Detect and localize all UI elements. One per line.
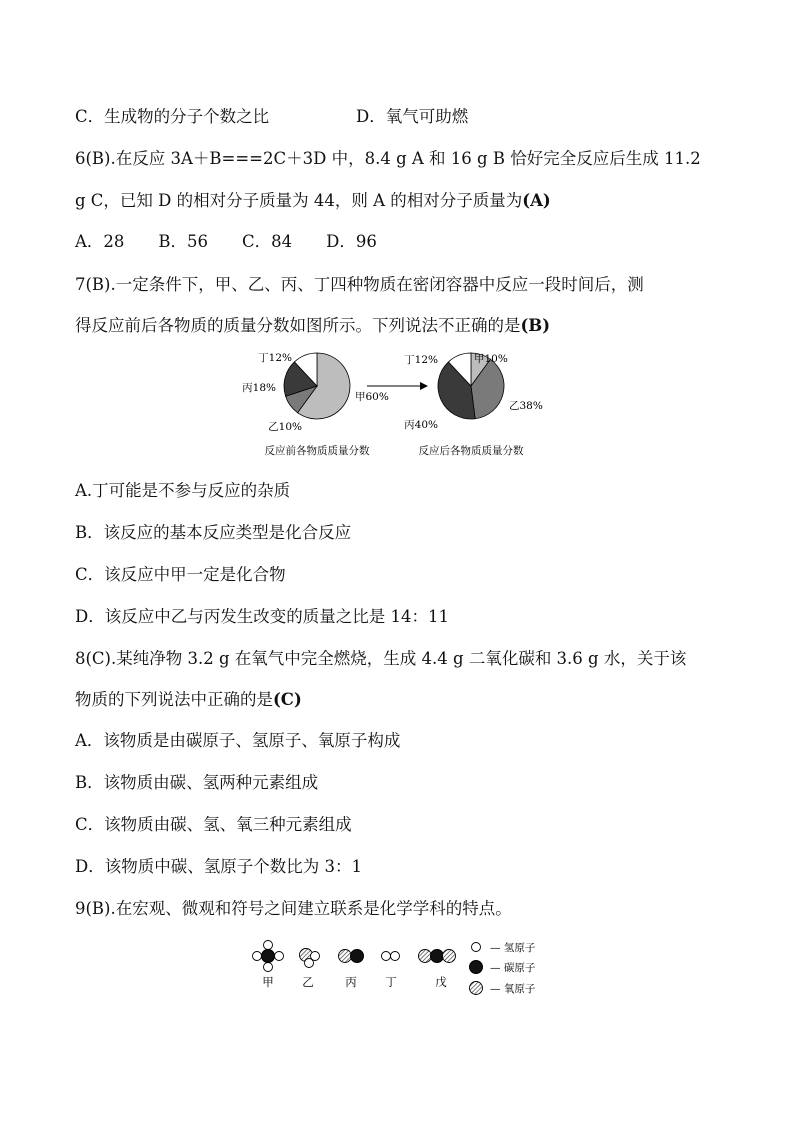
molecule-label-yi: 乙: [302, 975, 314, 989]
legend-hydrogen-label: — 氢原子: [490, 942, 536, 954]
q6-answer: (A): [522, 191, 551, 210]
hydrogen-atom-icon: [264, 941, 273, 950]
molecule-bing: [339, 950, 364, 963]
pie-label-乙: 乙10%: [268, 421, 302, 433]
q8-option-b: B．该物质由碳、氢两种元素组成: [75, 773, 319, 792]
q8-stem-line1: 8(C).某纯净物 3.2 g 在氧气中完全燃烧，生成 4.4 g 二氧化碳和 3.6 g 水，关于该: [75, 649, 687, 668]
hydrogen-atom-icon: [253, 952, 262, 961]
molecule-label-wu: 戊: [435, 975, 447, 989]
legend-oxygen-icon: [470, 982, 483, 995]
q8-option-a: A．该物质是由碳原子、氢原子、氧原子构成: [75, 731, 401, 750]
legend-hydrogen-icon: [472, 943, 481, 952]
hydrogen-atom-icon: [264, 963, 273, 972]
arrow-head: [420, 382, 428, 390]
q8-stem-text: 物质的下列说法中正确的是: [75, 690, 273, 709]
q6-option-a: A．28: [75, 232, 125, 251]
oxygen-atom-icon: [419, 950, 432, 963]
q6-option-d: D．96: [326, 232, 377, 251]
molecule-yi: [300, 949, 320, 968]
pie-label-甲: 甲60%: [355, 391, 389, 403]
q5-option-d: D．氧气可助燃: [356, 107, 469, 126]
hydrogen-atom-icon: [391, 952, 400, 961]
legend-oxygen-label: — 氧原子: [490, 983, 536, 995]
q7-stem-line2: [75, 315, 550, 337]
q5-option-c: C．生成物的分子个数之比: [75, 107, 270, 126]
oxygen-atom-icon: [443, 950, 456, 963]
q7-option-c: C．该反应中甲一定是化合物: [75, 565, 286, 584]
q7-stem-line1: 7(B).一定条件下，甲、乙、丙、丁四种物质在密闭容器中反应一段时间后，测: [75, 275, 644, 294]
q6-stem-text: g C，已知 D 的相对分子质量为 44，则 A 的相对分子质量为: [75, 191, 523, 210]
q7-option-b: B．该反应的基本反应类型是化合反应: [75, 523, 352, 542]
q6-stem-line2: [75, 190, 551, 212]
hydrogen-atom-icon: [275, 952, 284, 961]
pie-label-乙: 乙38%: [509, 400, 543, 412]
molecule-diagram: [248, 936, 553, 998]
pie-before: [242, 352, 389, 433]
q7-option-a: A.丁可能是不参与反应的杂质: [75, 481, 291, 500]
oxygen-atom-icon: [339, 950, 352, 963]
q8-option-d: D．该物质中碳、氢原子个数比为 3：1: [75, 857, 362, 876]
pie-label-甲: 甲10%: [474, 353, 508, 365]
carbon-atom-icon: [351, 950, 364, 963]
q6-options: [75, 231, 411, 253]
q9-stem: 9(B).在宏观、微观和符号之间建立联系是化学学科的特点。: [75, 899, 512, 918]
q7-option-d: D．该反应中乙与丙发生改变的质量之比是 14：11: [75, 607, 449, 626]
pie-label-丙: 丙40%: [404, 419, 438, 431]
pie-label-丁: 丁12%: [404, 354, 438, 366]
hydrogen-atom-icon: [305, 959, 314, 968]
q6-option-c: C．84: [242, 232, 293, 251]
molecule-label-bing: 丙: [345, 975, 357, 989]
carbon-atom-icon: [431, 950, 444, 963]
pie-label-丙: 丙18%: [242, 382, 276, 394]
pie-before-caption: 反应前各物质质量分数: [264, 445, 370, 457]
q7-answer: (B): [520, 316, 551, 335]
q7-stem-text: 得反应前后各物质的质量分数如图所示。下列说法不正确的是: [75, 316, 521, 335]
q8-answer: (C): [273, 690, 302, 709]
legend-carbon-label: — 碳原子: [490, 962, 536, 974]
molecule-label-ding: 丁: [385, 975, 397, 989]
molecule-wu: [419, 950, 456, 963]
q8-option-c: C．该物质由碳、氢、氧三种元素组成: [75, 815, 352, 834]
pie-after-caption: 反应后各物质质量分数: [418, 445, 524, 457]
pie-label-丁: 丁12%: [258, 352, 292, 364]
pie-after: [404, 353, 543, 431]
q6-option-b: B．56: [158, 232, 209, 251]
q8-stem-line2: [75, 689, 302, 711]
molecule-label-jia: 甲: [262, 975, 274, 989]
carbon-atom-icon: [262, 950, 275, 963]
molecule-ding: [382, 952, 400, 961]
hydrogen-atom-icon: [382, 952, 391, 961]
pie-charts-figure: [242, 346, 550, 462]
q6-stem-line1: 6(B).在反应 3A＋B===2C＋3D 中，8.4 g A 和 16 g B 恰好完全反应后生成 11.2: [75, 149, 701, 168]
molecule-jia: [253, 941, 284, 972]
legend-carbon-icon: [470, 961, 483, 974]
